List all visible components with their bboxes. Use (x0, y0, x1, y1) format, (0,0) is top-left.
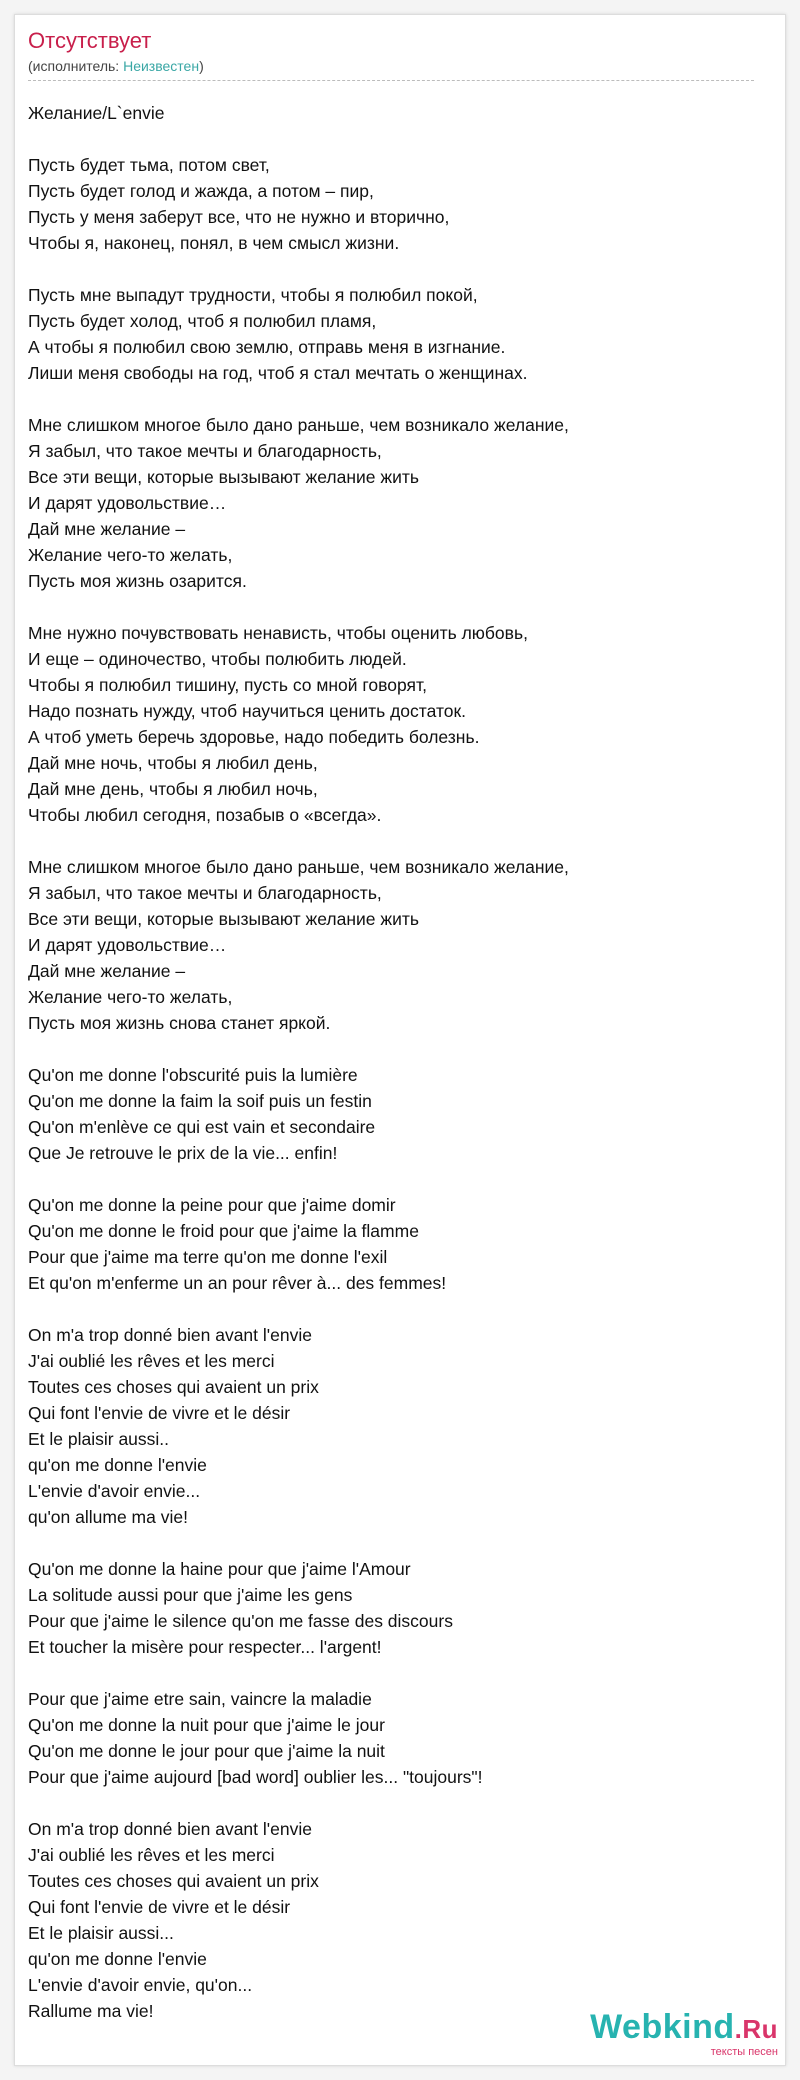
artist-suffix: ) (199, 58, 204, 74)
song-title: Отсутствует (28, 28, 152, 53)
artist-line (28, 58, 204, 74)
artist-link[interactable]: Неизвестен (123, 58, 200, 74)
header-divider (28, 80, 754, 81)
logo-brand: Webkind (590, 2008, 735, 2046)
logo-wordmark (590, 2010, 778, 2044)
logo-tagline: тексты песен (710, 2046, 778, 2058)
site-logo[interactable] (590, 2010, 778, 2058)
artist-prefix: (исполнитель: (28, 58, 124, 74)
logo-tld: .Ru (734, 2014, 778, 2044)
lyrics-text: Желание/L`envie Пусть будет тьма, потом свет, Пусть будет голод и жажда, а потом – пир, Пусть у меня заберут все, что не нужно и вторично, Чтобы я, наконец, понял, в чем смысл жизни. Пусть мне выпадут трудности, чтобы я полюбил покой, Пусть будет холод, чтоб я полюбил пламя, А чтобы я полюбил свою землю, отправь меня в изгнание. Лиши меня свободы на год, чтоб я стал мечтать о женщинах. Мне слишком многое было дано раньше, чем возникало желание, Я забыл, что такое мечты и благодарность, Все эти вещи, которые вызывают желание жить И дарят удовольствие… Дай мне желание – Желание чего-то желать, Пусть моя жизнь озарится. Мне нужно почувствовать ненависть, чтобы оценить любовь, И еще – одиночество, чтобы полюбить людей. Чтобы я полюбил тишину, пусть со мной говорят, Надо познать нужду, чтоб научиться ценить достаток. А чтоб уметь беречь здоровье, надо победить болезнь. Дай мне ночь, чтобы я любил день, Дай мне день, чтобы я любил ночь, Чтобы любил сегодня, позабыв о «всегда». Мне слишком многое было дано раньше, чем возникало желание, Я забыл, что такое мечты и благодарность, Все эти вещи, которые вызывают желание жить И дарят удовольствие… Дай мне желание – Желание чего-то желать, Пусть моя жизнь снова станет яркой. Qu'on me donne l'obscurité puis la lumière Qu'on me donne la faim la soif puis un festin Qu'on m'enlève ce qui est vain et secondaire Que Je retrouve le prix de la vie... enfin! Qu'on me donne la peine pour que j'aime domir Qu'on me donne le froid pour que j'aime la flamme Pour que j'aime ma terre qu'on me donne l'exil Et qu'on m'enferme un an pour rêver à... des femmes! On m'a trop donné bien avant l'envie J'ai oublié les rêves et les merci Toutes ces choses qui avaient un prix Qui font l'envie de vivre et le désir Et le plaisir aussi.. qu'on me donne l'envie L'envie d'avoir envie... qu'on allume ma vie! Qu'on me donne la haine pour que j'aime l'Amour La solitude aussi pour que j'aime les gens Pour que j'aime le silence qu'on me fasse des discours Et toucher la misère pour respecter... l'argent! Pour que j'aime etre sain, vaincre la maladie Qu'on me donne la nuit pour que j'aime le jour Qu'on me donne le jour pour que j'aime la nuit Pour que j'aime aujourd [bad word] oublier les... "toujours"! On m'a trop donné bien avant l'envie J'ai oublié les rêves et les merci Toutes ces choses qui avaient un prix Qui font l'envie de vivre et le désir Et le plaisir aussi... qu'on me donne l'envie L'envie d'avoir envie, qu'on... Rallume ma vie! (28, 103, 569, 2021)
